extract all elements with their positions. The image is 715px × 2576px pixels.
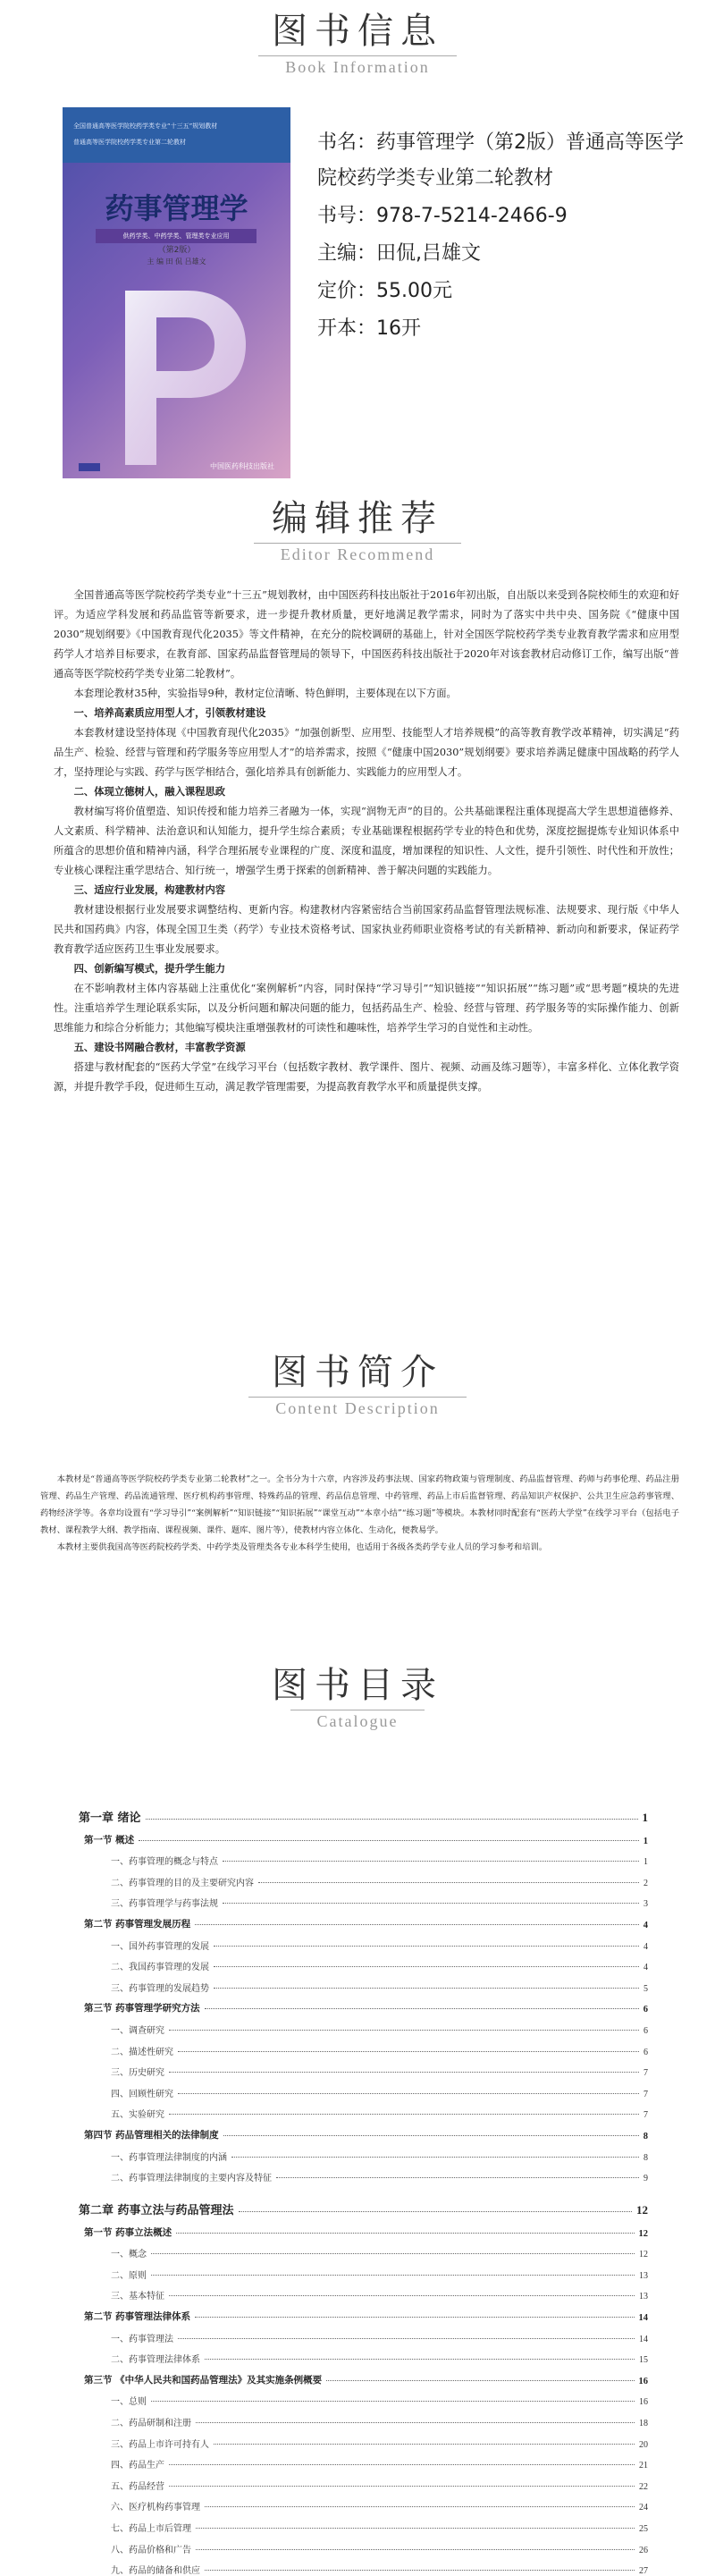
info-price: 定价：55.00元 [317,280,452,302]
toc-label: 九、药品的储备和供应 [111,2566,200,2576]
recommend-heading: 五、建设书网融合教材，丰富教学资源 [73,1042,246,1053]
section-header-catalogue [0,1663,715,1731]
toc-item [79,2428,648,2450]
toc-leader-dots [178,2051,639,2052]
toc-label: 一、国外药事管理的发展 [111,1941,209,1952]
toc-leader-dots [151,2401,635,2402]
toc-item [79,2555,648,2576]
toc-label: 三、药品上市许可持有人 [111,2439,209,2450]
toc-item [79,2386,648,2408]
toc-page-number: 13 [639,2292,648,2302]
book-info-panel [317,125,693,349]
toc-leader-dots [239,2211,632,2212]
toc-leader-dots [195,2317,634,2318]
toc-page-number: 1 [644,1857,648,1868]
toc-section [79,1825,648,1846]
publisher-logo [79,463,100,471]
toc-label: 五、药品经营 [111,2481,164,2492]
toc-page-number: 9 [644,2174,648,2184]
section-title: 图书简介 [272,1352,443,1393]
toc-label: 二、药事管理的目的及主要研究内容 [111,1878,254,1888]
cover-publisher: 中国医药科技出版社 [210,462,274,470]
toc-page-number: 4 [644,1941,648,1952]
toc-leader-dots [169,2486,635,2487]
toc-page-number: 1 [642,1811,648,1824]
section-title: 图书目录 [272,1665,443,1706]
toc-item [79,2513,648,2534]
toc-label: 四、回顾性研究 [111,2089,173,2099]
toc-page-number: 12 [636,2203,648,2217]
recommend-paragraph: 全国普通高等医学院校药学类专业“十三五”规划教材，由中国医药科技出版社于2016年初出版，自出版以来受到各院校师生的欢迎和好评。为适应学科发展和药品监管等新要求，进一步提升教材质量，更好地满足教学需求，同时为了落实中共中央、国务院《“健康中国2030”规划纲要》《中国教育现代化2035》等文件精神，在充分的院校调研的基础上，针对全国医学院校药学类专业教育教学需求和应用型药学人才培养目标要求，在教育部、国家药品监督管理局的领导下，中国医药科技出版社于2020年对该套教材启动修订工作，编写出版“普通高等医学院校药学类专业第二轮教材”。 [54,589,679,680]
toc-item [79,2281,648,2302]
toc-section [79,2365,648,2386]
toc-page-number: 24 [639,2503,648,2513]
toc-item [79,1846,648,1868]
recommend-paragraph: 教材编写将价值塑造、知识传授和能力培养三者融为一体，实现“润物无声”的目的。公共基础课程注重体现提高大学生思想道德修养、人文素质、科学精神、法治意识和认知能力，提升学生综合素质；专业基础课程根据药学专业的特色和优势，深度挖掘提炼专业知识体系中所蕴含的思想价值和精神内涵，科学合理拓展专业课程的广度、深度和温度，增加课程的知识性、人文性，提升引领性、时代性和开放性；专业核心课程注重学思结合、知行统一，增强学生勇于探索的创新精神、善于解决问题的实践能力。 [54,806,679,876]
toc-item [79,2534,648,2555]
section-subtitle: Editor Recommend [254,543,461,564]
toc-page-number: 8 [643,2131,648,2141]
toc-page-number: 14 [638,2313,648,2324]
toc-page-number: 3 [644,1899,648,1910]
toc-item [79,2407,648,2428]
toc-item [79,2036,648,2057]
toc-label: 二、我国药事管理的发展 [111,1963,209,1973]
toc-page-number: 6 [643,2005,648,2015]
toc-item [79,1867,648,1888]
toc-page-number: 2 [644,1878,648,1888]
cover-band [63,107,290,163]
toc-label: 六、医疗机构药事管理 [111,2503,200,2513]
toc-section [79,1994,648,2015]
toc-page-number: 21 [639,2461,648,2471]
toc-chapter [79,2183,648,2217]
toc-label: 一、调查研究 [111,2025,164,2036]
toc-leader-dots [214,1966,639,1967]
toc-label: 第一节 概述 [84,1834,135,1845]
content-description-body [40,1471,679,1556]
section-subtitle: Book Information [258,55,456,77]
toc-leader-dots [214,2444,635,2445]
toc-page-number: 12 [639,2250,648,2260]
description-paragraph: 本教材是“普通高等医学院校药学类专业第二轮教材”之一。全书分为十六章，内容涉及药事法规、国家药物政策与管理制度、药品监督管理、药师与药事伦理、药品注册管理、药品生产管理、药品流通管理、医疗机构药事管理、特殊药品的管理、药品信息管理、中药管理、药品上市后监督管理、药品知识产权保护、公共卫生应急药事管理、药物经济学等。各章均设置有“学习导引”“案例解析”“知识链接”“知识拓展”“课堂互动”“本章小结”“练习题”等模块。本教材同时配套有“医药大学堂”在线学习平台（包括电子教材、课程教学大纲、教学指南、课程视频、课件、题库、图片等），使教材内容立体化、生动化，便教易学。 [40,1474,679,1535]
toc-item [79,2259,648,2281]
cover-series-line2: 普通高等医学院校药学类专业第二轮教材 [73,139,186,146]
toc-label: 三、历史研究 [111,2068,164,2079]
toc-leader-dots [205,2008,639,2009]
toc-leader-dots [169,2114,639,2115]
cover-series-line1: 全国普通高等医学院校药学类专业“十三五”规划教材 [73,122,218,130]
toc-leader-dots [176,2233,634,2234]
section-header-book-info [0,9,715,77]
toc-label: 一、药事管理的概念与特点 [111,1857,218,1868]
toc-leader-dots [169,2072,639,2073]
toc-chapter [79,1791,648,1825]
toc-item [79,2078,648,2099]
cover-authors: 主 编 田 侃 吕雄文 [147,258,206,266]
toc-leader-dots [178,2338,635,2339]
toc-page-number: 8 [644,2152,648,2163]
toc-page-number: 7 [644,2068,648,2079]
section-title: 图书信息 [272,11,443,52]
section-header-editor [0,496,715,564]
toc-leader-dots [178,2093,639,2094]
toc-page-number: 7 [644,2110,648,2121]
cover-title: 药事管理学 [105,191,248,225]
toc-page-number: 4 [643,1920,648,1930]
toc-label: 一、药事管理法 [111,2334,173,2344]
toc-leader-dots [169,2030,639,2031]
toc-label: 二、药事管理法律体系 [111,2355,200,2366]
toc-leader-dots [205,2570,635,2571]
toc-item [79,2239,648,2260]
toc-page-number: 15 [639,2355,648,2366]
toc-label: 一、药事管理法律制度的内涵 [111,2152,227,2163]
toc-leader-dots [223,1861,639,1862]
recommend-heading: 四、创新编写模式，提升学生能力 [73,963,226,975]
toc-page-number: 27 [639,2566,648,2576]
info-format: 开本：16开 [317,317,421,340]
toc-page-number: 12 [638,2228,648,2239]
toc-label: 一、总则 [111,2397,147,2408]
toc-page-number: 20 [639,2439,648,2450]
recommend-paragraph: 搭建与教材配套的“医药大学堂”在线学习平台（包括数字教材、教学课件、图片、视频、动画及练习题等），丰富多样化、立体化教学资源，并提升教学手段，促进师生互动，满足教学管理需要，为提高教育教学水平和质量提供支撑。 [54,1061,679,1093]
recommend-paragraph: 本套教材建设坚持体现《中国教育现代化2035》“加强创新型、应用型、技能型人才培养规模”的高等教育教学改革精神，切实满足“药品生产、检验、经营与管理和药学服务等应用型人才”的培养需求，按照《“健康中国2030”规划纲要》要求培养满足健康中国战略的药学人才，坚持理论与实践、药学与医学相结合，强化培养具有创新能力、实践能力的应用型人才。 [54,727,679,778]
toc-page-number: 18 [639,2419,648,2429]
recommend-paragraph: 在不影响教材主体内容基础上注重优化“案例解析”内容，同时保持“学习导引”“知识链接”“知识拓展”“练习题”或“思考题”模块的先进性。注重培养学生理论联系实际，以及分析问题和解决问题的能力，包括药品生产、检验、经营与管理、药学服务等的实际操作能力、创新思维能力和综合分析能力；其他编写模块注重增强教材的可读性和趣味性，培养学生学习的自觉性和主动性。 [54,983,679,1034]
toc-leader-dots [223,2135,639,2136]
book-cover [63,107,290,478]
toc-item [79,2057,648,2079]
toc-item [79,2014,648,2036]
toc-leader-dots [205,2506,635,2507]
toc-label: 第三节 药事管理学研究方法 [84,2003,200,2014]
section-header-content [0,1350,715,1418]
toc-item [79,2163,648,2184]
cover-subtitle: 供药学类、中药学类、管理类专业应用 [96,229,257,243]
toc-section [79,1909,648,1930]
toc-leader-dots [169,2295,635,2296]
toc-page-number: 26 [639,2545,648,2555]
toc-leader-dots [169,2464,635,2465]
toc-item [79,2099,648,2121]
toc-label: 第四节 药品管理相关的法律制度 [84,2129,219,2141]
section-title: 编辑推荐 [272,498,443,539]
toc-leader-dots [151,2253,635,2254]
toc-label: 第二节 药事管理法律体系 [84,2311,191,2323]
toc-label: 三、基本特征 [111,2292,164,2302]
toc-leader-dots [196,2549,635,2550]
toc-section [79,2217,648,2239]
toc-leader-dots [146,1819,638,1820]
toc-item [79,2141,648,2163]
toc-leader-dots [195,1924,639,1925]
toc-page-number: 6 [644,2025,648,2036]
toc-page-number: 6 [644,2047,648,2057]
toc-label: 五、实验研究 [111,2110,164,2121]
info-isbn: 书号：978-7-5214-2466-9 [317,205,568,227]
toc-section [79,2302,648,2323]
toc-page-number: 5 [644,1983,648,1994]
toc-page-number: 4 [644,1963,648,1973]
toc-page-number: 16 [638,2376,648,2386]
description-paragraph: 本教材主要供我国高等医药院校药学类、中药学类及管理类各专业本科学生使用，也适用于各级各类药学专业人员的学习参考和培训。 [56,1542,548,1552]
info-editor: 主编：田侃,吕雄文 [317,242,481,265]
toc-page-number: 1 [643,1836,648,1846]
toc-item [79,2323,648,2344]
info-title: 书名：药事管理学（第2版）普通高等医学院校药学类专业第二轮教材 [317,131,684,190]
section-subtitle: Content Description [248,1397,466,1418]
toc-label: 四、药品生产 [111,2461,164,2471]
toc-item [79,1888,648,1910]
toc-page-number: 25 [639,2524,648,2534]
toc-item [79,1972,648,1994]
editor-recommend-body [54,586,679,1097]
toc-item [79,2492,648,2513]
toc-label: 二、药事管理法律制度的主要内容及特征 [111,2174,272,2184]
table-of-contents [79,1791,648,2576]
toc-leader-dots [196,2422,635,2423]
toc-label: 第三节 《中华人民共和国药品管理法》及其实施条例概要 [84,2374,323,2386]
toc-label: 三、药事管理学与药事法规 [111,1899,218,1910]
toc-page-number: 13 [639,2270,648,2281]
recommend-heading: 一、培养高素质应用型人才，引领教材建设 [73,707,266,719]
toc-label: 二、原则 [111,2270,147,2281]
recommend-paragraph: 本套理论教材35种，实验指导9种，教材定位清晰、特色鲜明，主要体现在以下方面。 [73,688,457,699]
toc-leader-dots [258,1882,639,1883]
toc-leader-dots [139,1840,639,1841]
toc-item [79,2450,648,2471]
recommend-heading: 二、体现立德树人，融入课程思政 [73,786,226,798]
toc-item [79,2344,648,2366]
toc-label: 七、药品上市后管理 [111,2524,191,2534]
toc-label: 一、概念 [111,2250,147,2260]
toc-label: 第二节 药事管理发展历程 [84,1918,191,1930]
toc-page-number: 16 [639,2397,648,2408]
toc-leader-dots [326,2380,634,2381]
toc-item [79,1952,648,1973]
toc-label: 二、药品研制和注册 [111,2419,191,2429]
toc-leader-dots [276,2177,639,2178]
toc-page-number: 7 [644,2089,648,2099]
toc-leader-dots [223,1903,639,1904]
cover-p-graphic [116,282,250,469]
toc-leader-dots [205,2359,635,2360]
toc-leader-dots [214,1946,639,1947]
recommend-heading: 三、适应行业发展，构建教材内容 [73,884,226,896]
toc-page-number: 14 [639,2334,648,2344]
toc-page-number: 22 [639,2481,648,2492]
toc-label: 第一章 绪论 [79,1812,141,1825]
toc-label: 三、药事管理的发展趋势 [111,1983,209,1994]
cover-edition: （第2版） [157,246,196,255]
toc-label: 八、药品价格和广告 [111,2545,191,2555]
toc-label: 二、描述性研究 [111,2047,173,2057]
toc-leader-dots [196,2528,635,2529]
toc-leader-dots [214,1988,639,1989]
section-subtitle: Catalogue [290,1710,425,1731]
toc-item [79,1930,648,1952]
toc-label: 第一节 药事立法概述 [84,2226,172,2238]
toc-label: 第二章 药事立法与药品管理法 [79,2204,234,2218]
toc-leader-dots [151,2275,635,2276]
recommend-paragraph: 教材建设根据行业发展要求调整结构、更新内容。构建教材内容紧密结合当前国家药品监督管理法规标准、法规要求、现行版《中华人民共和国药典》内容，体现全国卫生类（药学）专业技术资格考试、国家执业药师职业资格考试的有关新精神、新动向和新要求，保证药学教育教学适应医药卫生事业发展要求。 [54,904,679,955]
toc-item [79,2470,648,2492]
toc-leader-dots [231,2157,639,2158]
toc-section [79,2120,648,2141]
